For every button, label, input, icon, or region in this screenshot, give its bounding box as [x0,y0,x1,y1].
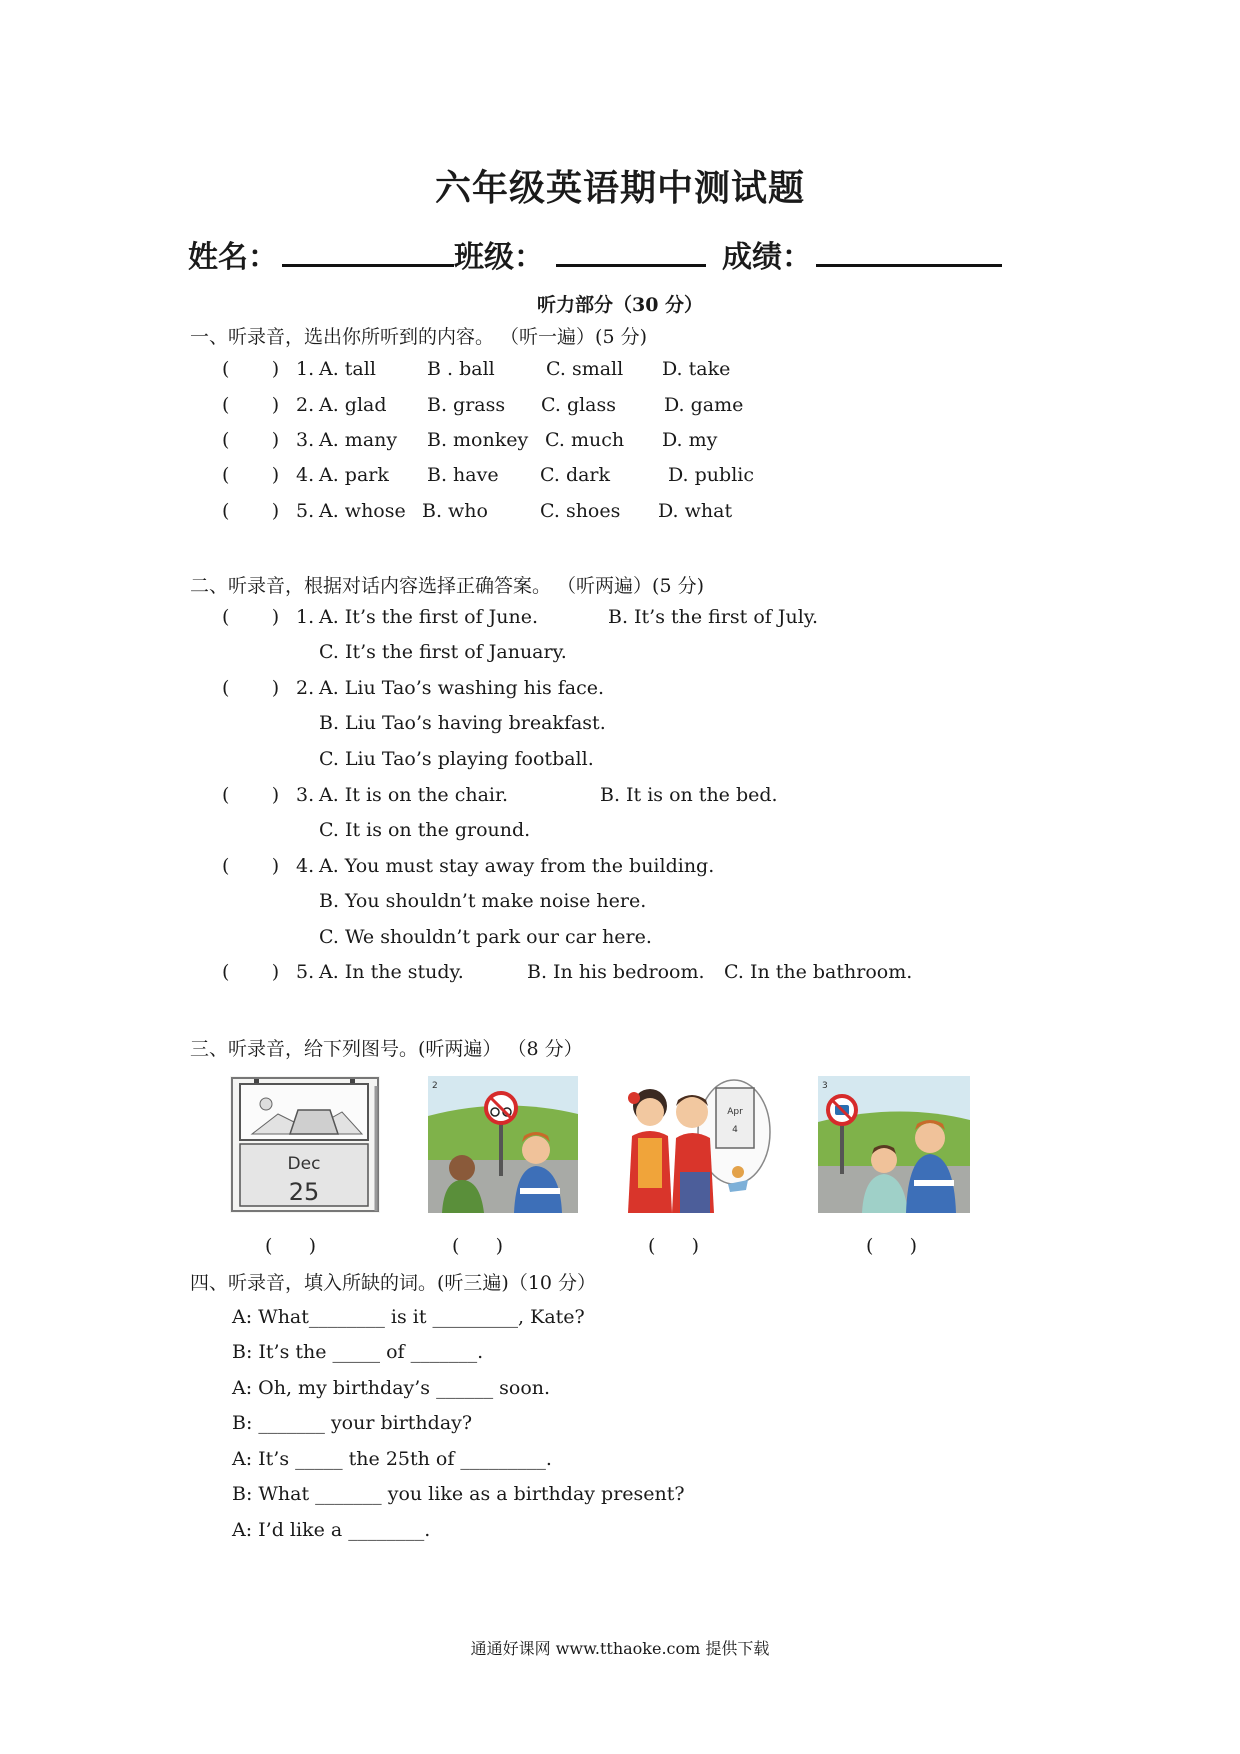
option-c: C. small [546,358,624,380]
option-c: C. In the bathroom. [724,961,913,983]
option-b: B. It is on the bed. [600,784,778,806]
answer-bracket[interactable]: ( ) [222,394,280,416]
dialogue-line: A: It’s _____ the 25th of _________. [232,1448,552,1470]
name-label: 姓名： [188,240,278,275]
picture-number: 2 [432,1081,438,1091]
no-photos-sign-picture [818,1076,970,1213]
option-c: C. Liu Tao’s playing football. [319,748,594,770]
dialogue-line: A: I’d like a ________. [232,1519,431,1541]
option-a: A. park [319,464,389,486]
dialogue-line: B: _______ your birthday? [232,1412,473,1434]
note-day: 4 [732,1125,738,1135]
children-date-picture [620,1076,772,1213]
calendar-month: Dec [287,1154,321,1174]
calendar-picture [230,1076,380,1213]
option-d: D. my [662,429,718,451]
dialogue-line: A: What________ is it _________, Kate? [232,1306,585,1328]
option-c: C. We shouldn’t park our car here. [319,926,652,948]
item-number: 4. [296,464,315,486]
option-b: B. It’s the first of July. [608,606,819,628]
picture-answer-bracket[interactable]: ( ) [452,1235,504,1257]
picture-answer-bracket[interactable]: ( ) [648,1235,700,1257]
picture-answer-bracket[interactable]: ( ) [265,1235,317,1257]
picture-number: 3 [822,1081,828,1091]
item-number: 5. [296,500,315,522]
item-number: 3. [296,429,315,451]
answer-bracket[interactable]: ( ) [222,358,280,380]
option-a: A. glad [319,394,387,416]
option-c: C. dark [540,464,611,486]
option-c: C. glass [541,394,617,416]
option-a: A. many [319,429,398,451]
option-b: B. In his bedroom. [527,961,705,983]
dialogue-line: B: What _______ you like as a birthday present? [232,1483,685,1505]
item-number: 5. [296,961,315,983]
section4-title: 四、听录音，填入所缺的词。(听三遍)（10 分） [190,1272,597,1294]
option-d: D. what [658,500,733,522]
option-c: C. It’s the first of January. [319,641,567,663]
option-c: C. It is on the ground. [319,819,531,841]
no-cycling-sign-picture [428,1076,578,1213]
section3-title: 三、听录音，给下列图号。(听两遍） （8 分） [190,1038,583,1060]
option-b: B. monkey [427,429,529,451]
item-number: 2. [296,394,315,416]
name-field[interactable] [282,264,454,267]
option-d: D. take [662,358,731,380]
option-c: C. much [545,429,625,451]
item-number: 3. [296,784,315,806]
section2-title: 二、听录音，根据对话内容选择正确答案。 （听两遍）(5 分) [190,575,704,597]
option-b: B. have [427,464,499,486]
answer-bracket[interactable]: ( ) [222,784,280,806]
answer-bracket[interactable]: ( ) [222,500,280,522]
dialogue-line: A: Oh, my birthday’s ______ soon. [232,1377,551,1399]
option-b: B . ball [427,358,495,380]
option-a: A. In the study. [319,961,464,983]
dialogue-line: B: It’s the _____ of _______. [232,1341,484,1363]
option-a: A. You must stay away from the building. [319,855,715,877]
option-a: A. whose [319,500,406,522]
answer-bracket[interactable]: ( ) [222,961,280,983]
score-label: 成绩： [722,240,812,275]
answer-bracket[interactable]: ( ) [222,855,280,877]
option-d: D. public [668,464,754,486]
item-number: 1. [296,358,315,380]
option-b: B. Liu Tao’s having breakfast. [319,712,606,734]
class-field[interactable] [556,264,706,267]
answer-bracket[interactable]: ( ) [222,606,280,628]
footer-source: 通通好课网 www.tthaoke.com 提供下载 [470,1639,770,1658]
listening-part-title: 听力部分（30 分） [536,294,704,316]
note-month: Apr [727,1107,743,1117]
option-b: B. grass [427,394,506,416]
item-number: 4. [296,855,315,877]
page-title: 六年级英语期中测试题 [434,168,805,209]
picture-answer-bracket[interactable]: ( ) [866,1235,918,1257]
option-b: B. You shouldn’t make noise here. [319,890,647,912]
option-b: B. who [422,500,488,522]
option-a: A. It’s the first of June. [319,606,538,628]
section1-title: 一、听录音，选出你所听到的内容。 （听一遍）(5 分) [190,326,647,348]
answer-bracket[interactable]: ( ) [222,464,280,486]
option-a: A. It is on the chair. [319,784,509,806]
answer-bracket[interactable]: ( ) [222,677,280,699]
item-number: 2. [296,677,315,699]
score-field[interactable] [816,264,1002,267]
class-label: 班级： [454,240,544,275]
option-d: D. game [664,394,744,416]
item-number: 1. [296,606,315,628]
option-a: A. tall [319,358,376,380]
option-c: C. shoes [540,500,621,522]
answer-bracket[interactable]: ( ) [222,429,280,451]
calendar-day: 25 [288,1178,320,1206]
option-a: A. Liu Tao’s washing his face. [319,677,605,699]
